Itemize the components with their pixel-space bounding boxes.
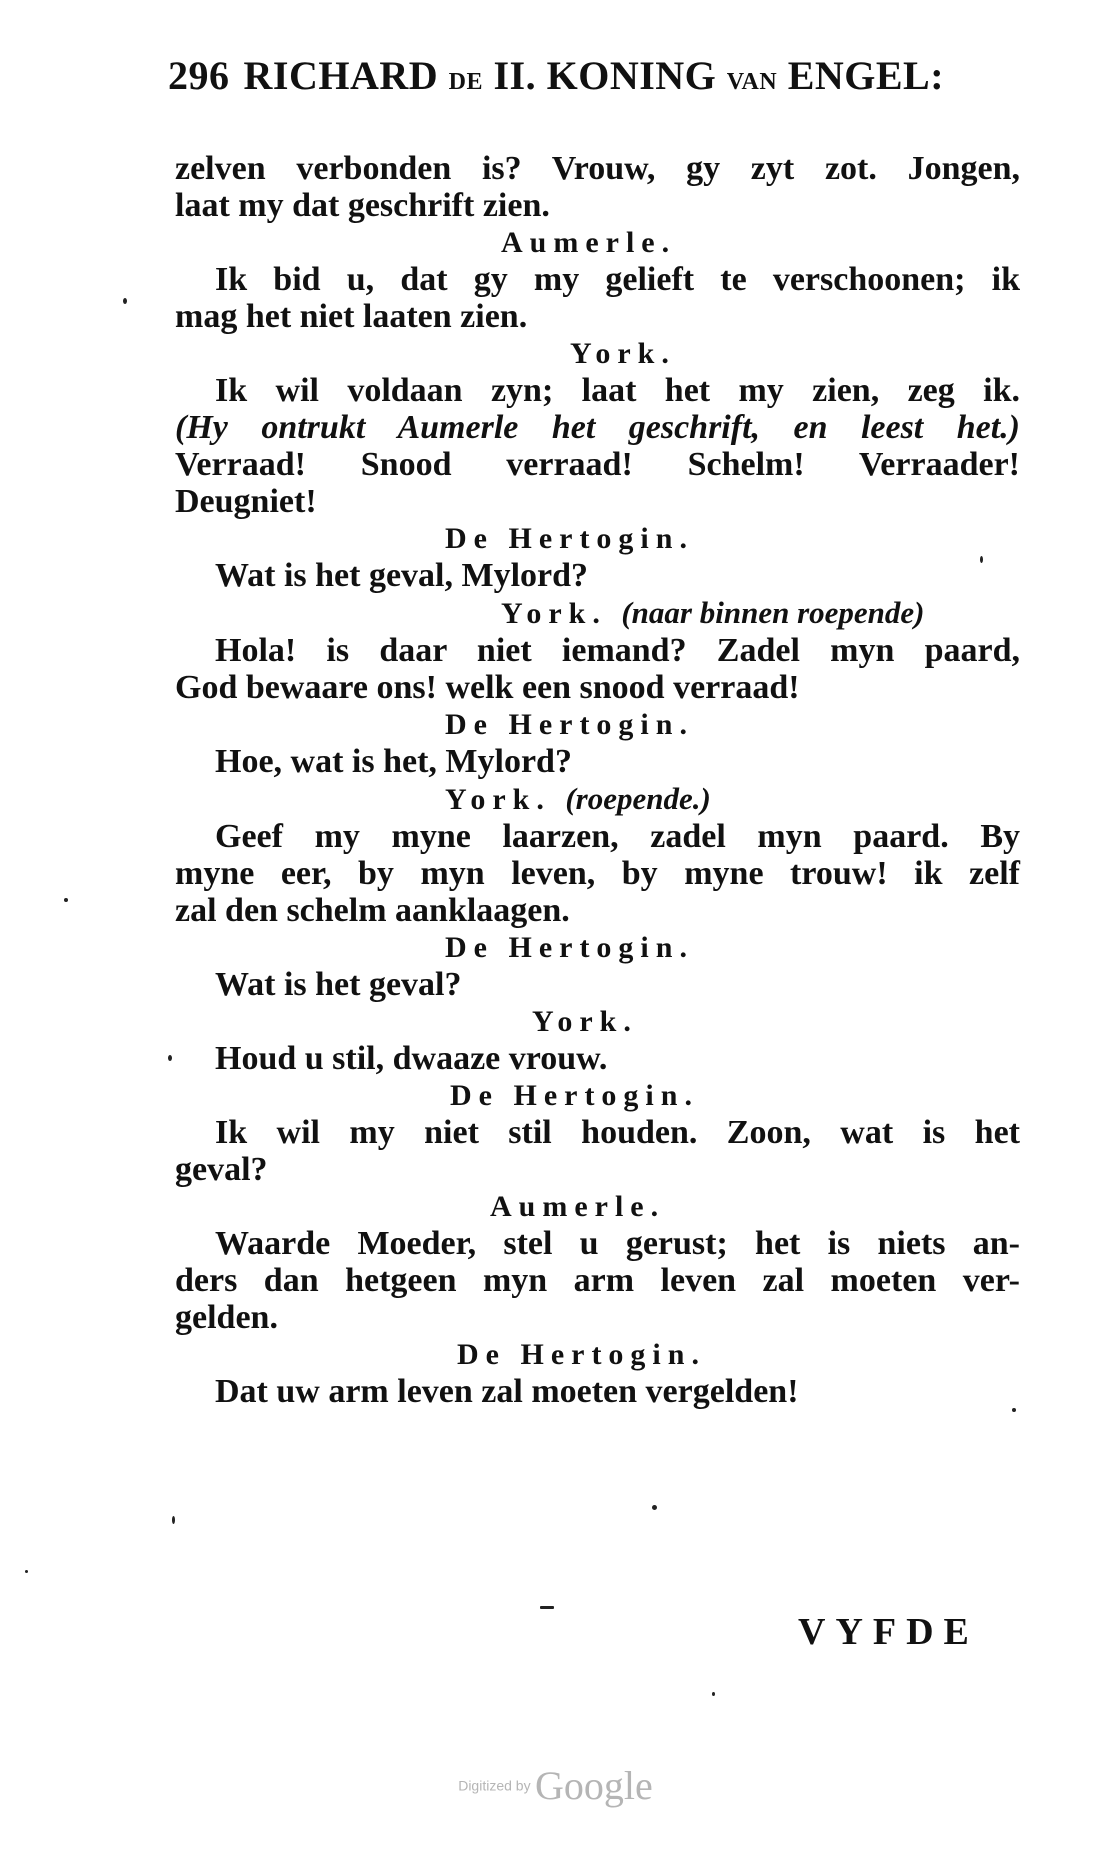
speaker-york-direction bbox=[175, 594, 1020, 632]
speaker-york-direction bbox=[175, 780, 1020, 818]
speaker-york: York. bbox=[445, 783, 551, 816]
google-logo: Google bbox=[535, 1763, 653, 1808]
stage-direction: (roepende.) bbox=[565, 781, 711, 816]
header-title-de: DE bbox=[448, 69, 483, 95]
text-line: laat my dat geschrift zien. bbox=[175, 187, 550, 224]
stage-direction: (naar binnen roepende) bbox=[621, 595, 925, 630]
text-line: gelden. bbox=[175, 1299, 278, 1336]
speaker-hertogin: De Hertogin. bbox=[450, 1079, 699, 1112]
page-number: 296 bbox=[168, 53, 230, 98]
text-line: zal den schelm aanklaagen. bbox=[175, 892, 570, 929]
text-line: Hoe, wat is het, Mylord? bbox=[215, 743, 572, 780]
speaker-hertogin: De Hertogin. bbox=[457, 1338, 706, 1371]
text-line: myne eer, by myn leven, by myne trouw! ik zelf bbox=[175, 855, 1020, 892]
text-line: Geef my myne laarzen, zadel myn paard. By bbox=[215, 818, 1020, 855]
speaker-aumerle: Aumerle. bbox=[501, 226, 677, 259]
text-line: Waarde Moeder, stel u gerust; het is niets an- bbox=[215, 1225, 1020, 1262]
speaker-hertogin: De Hertogin. bbox=[445, 708, 694, 741]
header-title-koning: II. KONING bbox=[493, 53, 717, 98]
digitized-by-label: Digitized by bbox=[458, 1777, 531, 1794]
text-line: Ik wil my niet stil houden. Zoon, wat is het bbox=[215, 1114, 1020, 1151]
text-line: geval? bbox=[175, 1151, 268, 1188]
print-speck bbox=[540, 1606, 554, 1609]
play-text bbox=[175, 150, 1020, 1410]
text-line: Hola! is daar niet iemand? Zadel myn paard, bbox=[215, 632, 1020, 669]
print-speck bbox=[1012, 1408, 1016, 1412]
text-line: Deugniet! bbox=[175, 483, 317, 520]
print-speck bbox=[25, 1570, 28, 1573]
text-line: ders dan hetgeen myn arm leven zal moeten ver- bbox=[175, 1262, 1020, 1299]
print-speck bbox=[123, 298, 127, 304]
text-line: God bewaare ons! welk een snood verraad! bbox=[175, 669, 800, 706]
print-speck bbox=[652, 1505, 657, 1510]
print-speck bbox=[168, 1055, 172, 1061]
print-speck bbox=[172, 1516, 175, 1524]
digitization-watermark bbox=[0, 1762, 1111, 1809]
speaker-aumerle: Aumerle. bbox=[490, 1190, 666, 1223]
speaker-york: York. bbox=[570, 337, 676, 370]
text-line: Houd u stil, dwaaze vrouw. bbox=[215, 1040, 608, 1077]
header-title-richard: RICHARD bbox=[243, 53, 439, 98]
text-line: Verraad! Snood verraad! Schelm! Verraader! bbox=[175, 446, 1020, 483]
stage-direction: (Hy ontrukt Aumerle het geschrift, en leest het.) bbox=[175, 409, 1020, 446]
speaker-hertogin: De Hertogin. bbox=[445, 931, 694, 964]
text-line: Dat uw arm leven zal moeten vergelden! bbox=[215, 1373, 799, 1410]
text-line: Wat is het geval, Mylord? bbox=[215, 557, 589, 594]
header-title-van: VAN bbox=[726, 69, 778, 95]
text-line: Wat is het geval? bbox=[215, 966, 462, 1003]
text-line: Ik bid u, dat gy my gelieft te verschoonen; ik bbox=[215, 261, 1020, 298]
print-speck bbox=[64, 898, 68, 902]
text-line: mag het niet laaten zien. bbox=[175, 298, 528, 335]
catchword: VYFDE bbox=[798, 1611, 979, 1653]
text-line: zelven verbonden is? Vrouw, gy zyt zot. Jongen, bbox=[175, 150, 1020, 187]
print-speck bbox=[712, 1692, 715, 1696]
running-header bbox=[168, 52, 1028, 99]
print-speck bbox=[980, 556, 983, 563]
speaker-york: York. bbox=[501, 597, 607, 630]
speaker-york: York. bbox=[532, 1005, 638, 1038]
header-title-engel: ENGEL: bbox=[787, 53, 945, 98]
text-line: Ik wil voldaan zyn; laat het my zien, zeg ik. bbox=[215, 372, 1020, 409]
speaker-hertogin: De Hertogin. bbox=[445, 522, 694, 555]
